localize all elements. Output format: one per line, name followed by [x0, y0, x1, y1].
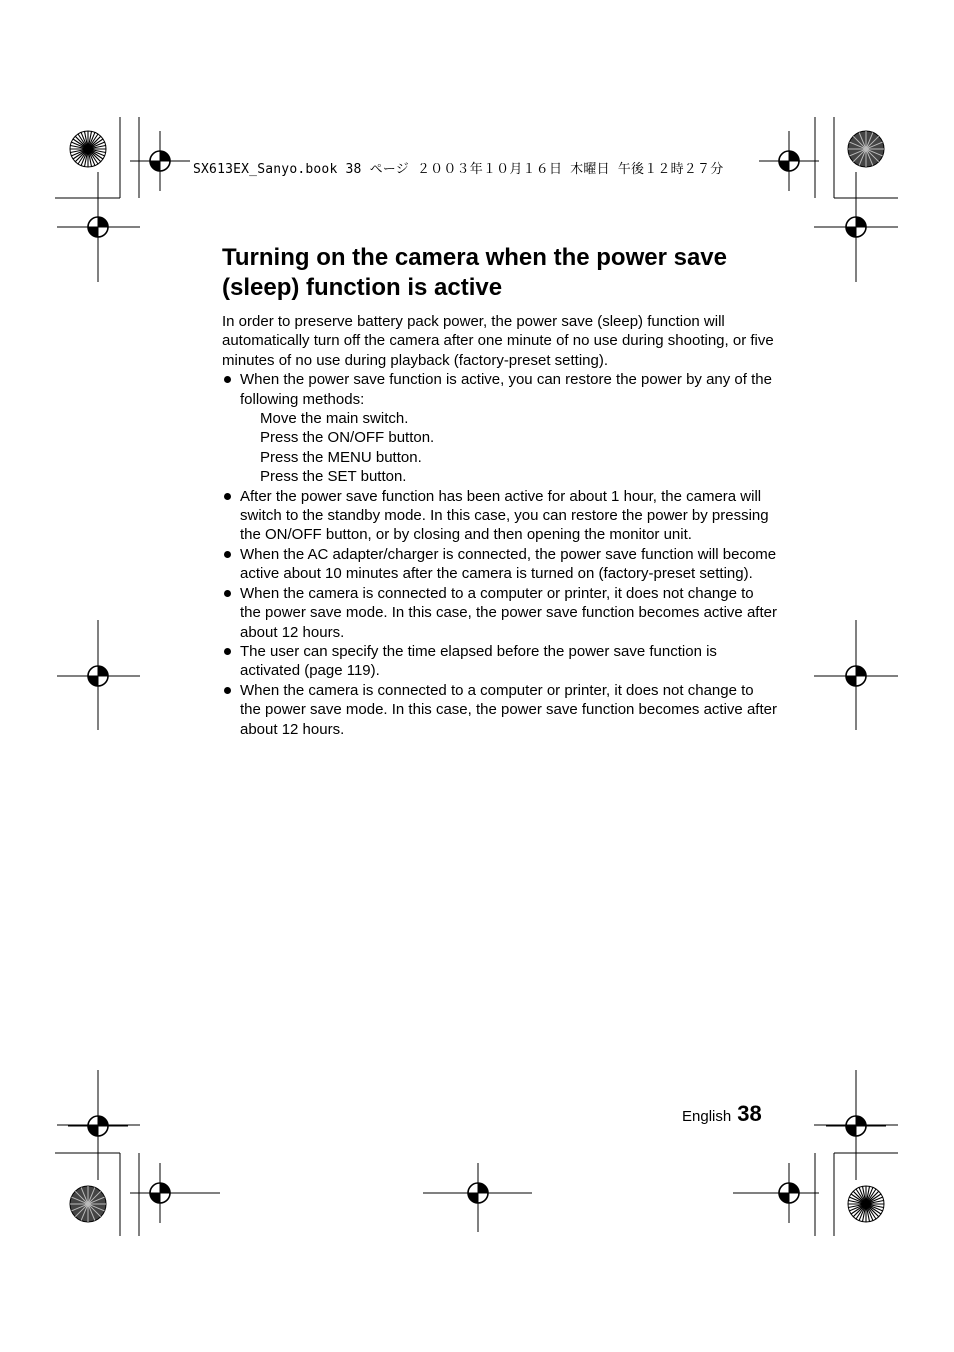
section-body [222, 312, 778, 739]
page-number: 38 [737, 1101, 762, 1126]
intro-paragraph: In order to preserve battery pack power, the power save (sleep) function will automatically turn off the camera after one minute of no use during shooting, or five minutes of no use during playback (factory-preset setting). [222, 313, 774, 369]
section-title [222, 243, 782, 303]
section-title-line2: (sleep) function is active [222, 274, 503, 301]
list-item [222, 642, 778, 681]
bullet-icon [224, 648, 231, 655]
method-item: Press the ON/OFF button. [260, 429, 435, 447]
list-item [222, 487, 778, 545]
footer-language: English [682, 1108, 732, 1125]
list-item [222, 584, 778, 642]
method-item: Move the main switch. [260, 410, 409, 428]
list-item-text: When the camera is connected to a computer or printer, it does not change to the power save mode. In this case, the power save function becomes active after about 12 hours. [240, 681, 777, 738]
restore-methods-list [240, 409, 778, 487]
bullet-icon [224, 590, 231, 597]
method-item: Press the MENU button. [260, 448, 422, 466]
bullet-list [222, 370, 778, 739]
bullet-icon [224, 376, 231, 383]
page-footer [682, 1101, 762, 1127]
list-item-text: When the AC adapter/charger is connected, the power save function will become active about 10 minutes after the camera is turned on (factory-preset setting). [240, 545, 777, 583]
list-item [222, 370, 778, 486]
bullet-icon [224, 687, 231, 694]
list-item [222, 545, 778, 584]
method-item: Press the SET button. [260, 468, 407, 486]
section-title-line1: Turning on the camera when the power save [222, 244, 727, 271]
bullet-icon [224, 551, 231, 558]
list-item-text: The user can specify the time elapsed before the power save function is activated (page 119). [240, 642, 717, 680]
list-item [222, 681, 778, 739]
list-item-text: When the power save function is active, you can restore the power by any of the following methods: [240, 371, 772, 408]
list-item-text: After the power save function has been active for about 1 hour, the camera will switch to the standby mode. In this case, you can restore the power by pressing the ON/OFF button, or by closing and then opening the monitor unit. [240, 487, 769, 544]
print-info-header: SX613EX_Sanyo.book 38 ページ ２００３年１０月１６日 木曜日 午後１２時２７分 [193, 162, 724, 177]
bullet-icon [224, 493, 231, 500]
list-item-text: When the camera is connected to a computer or printer, it does not change to the power save mode. In this case, the power save function becomes active after about 12 hours. [240, 584, 777, 641]
